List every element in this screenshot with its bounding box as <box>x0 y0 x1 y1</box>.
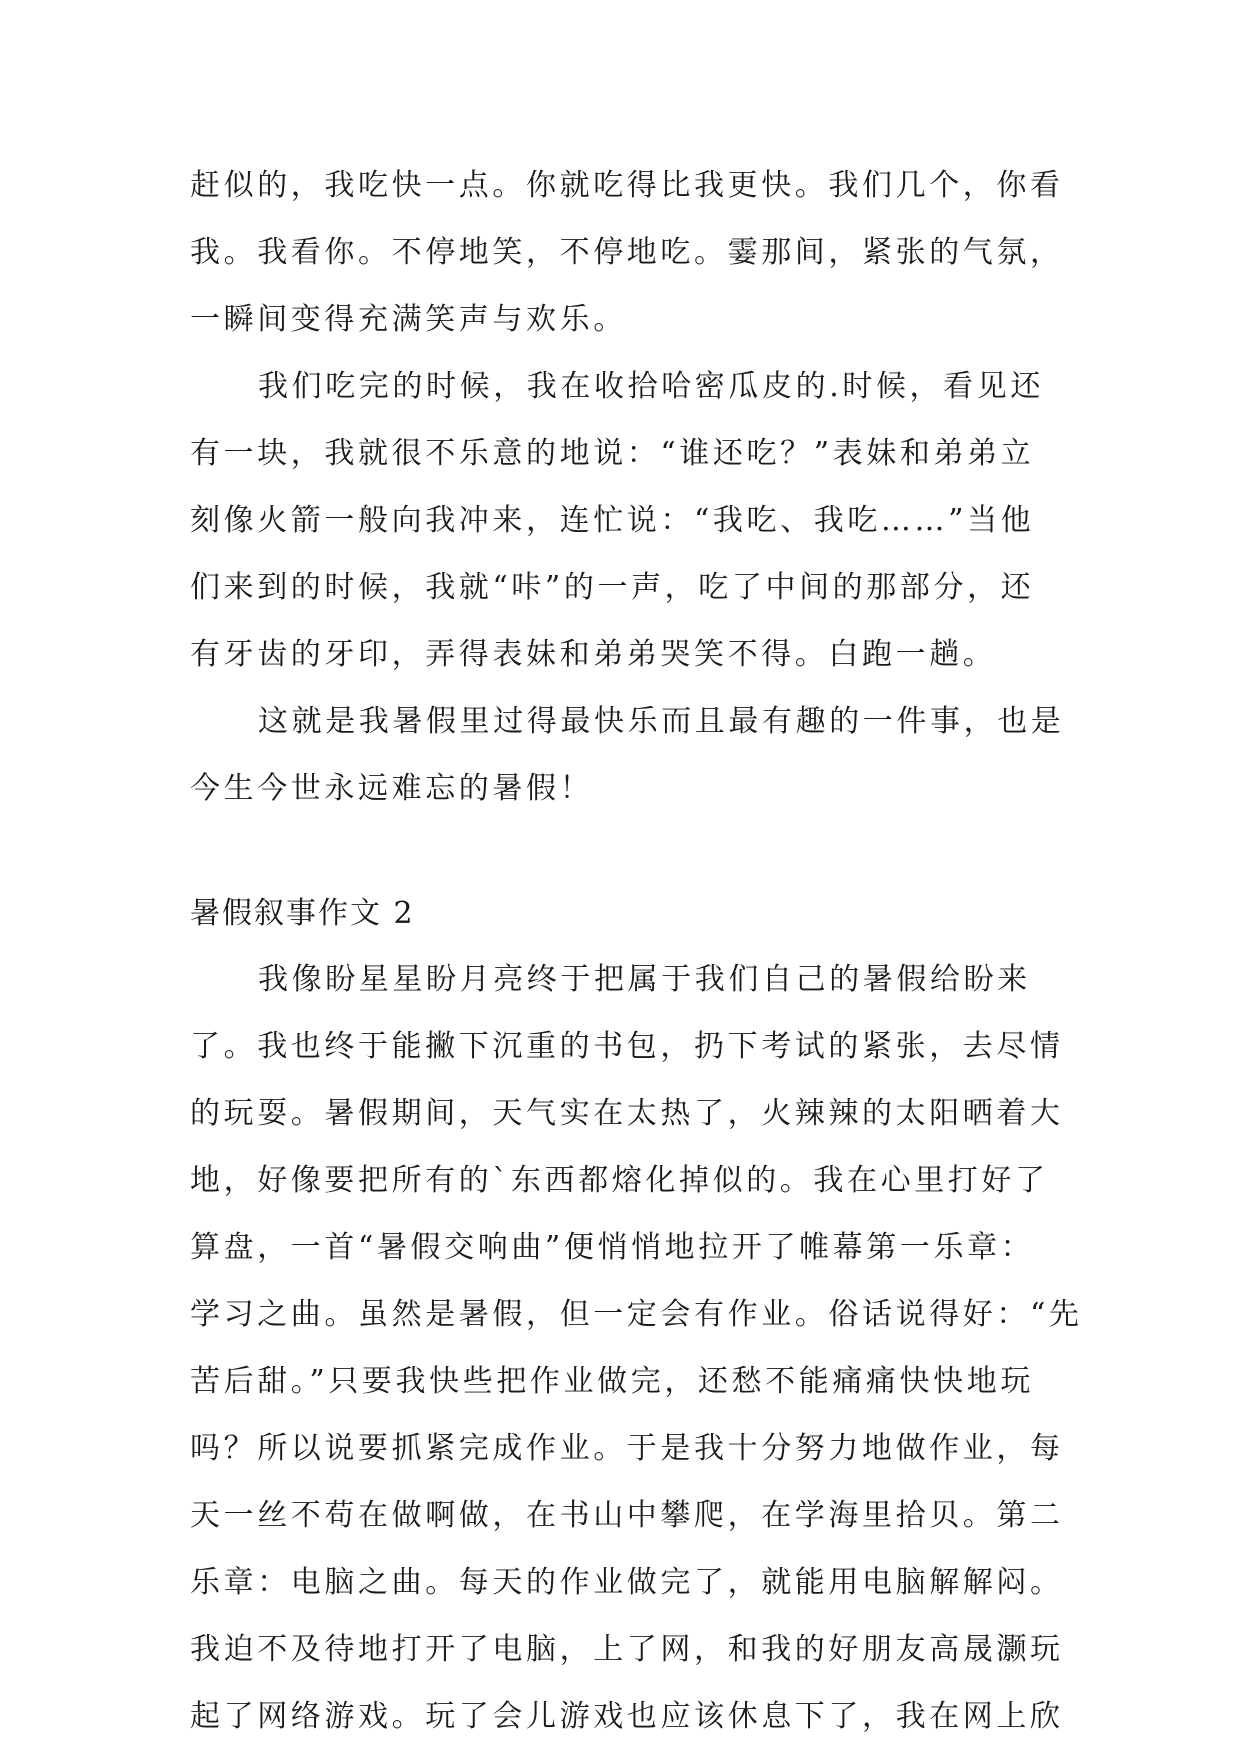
text-line: 天一丝不苟在做啊做，在书山中攀爬，在学海里拾贝。第二 <box>190 1498 1064 1533</box>
text-line: 吗？所以说要抓紧完成作业。于是我十分努力地做作业，每 <box>190 1431 1064 1466</box>
text-line: 刻像火箭一般向我冲来，连忙说：“我吃、我吃……”当他 <box>190 503 1035 538</box>
section-heading <box>190 880 1050 947</box>
text-line: 的玩耍。暑假期间，天气实在太热了，火辣辣的太阳晒着大 <box>190 1096 1064 1131</box>
text-line: 算盘，一首“暑假交响曲”便悄悄地拉开了帷幕第一乐章： <box>190 1230 1035 1265</box>
text-line: 今生今世永远难忘的暑假！ <box>190 771 594 806</box>
text-line: 了。我也终于能撇下沉重的书包，扔下考试的紧张，去尽情 <box>190 1029 1064 1064</box>
text-line: 我们吃完的时候，我在收拾哈密瓜皮的.时候，看见还 <box>258 369 1044 404</box>
text-line: 学习之曲。虽然是暑假，但一定会有作业。俗话说得好：“先 <box>190 1297 1083 1332</box>
paragraph-2 <box>190 353 1050 688</box>
text-line: 起了网络游戏。玩了会儿游戏也应该休息下了，我在网上欣 <box>190 1699 1064 1734</box>
text-line: 我迫不及待地打开了电脑，上了网，和我的好朋友高晟灏玩 <box>190 1632 1064 1667</box>
text-line: 我。我看你。不停地笑，不停地吃。霎那间，紧张的气氛， <box>190 235 1064 270</box>
text-line: 们来到的时候，我就“咔”的一声，吃了中间的那部分，还 <box>190 570 1035 605</box>
text-line: 赶似的，我吃快一点。你就吃得比我更快。我们几个，你看 <box>190 168 1064 203</box>
text-line: 苦后甜。”只要我快些把作业做完，还愁不能痛痛快快地玩 <box>190 1364 1034 1399</box>
paragraph-1 <box>190 152 1064 353</box>
text-line: 地，好像要把所有的`东西都熔化掉似的。我在心里打好了 <box>190 1163 1049 1198</box>
paragraph-4 <box>190 946 1083 1750</box>
heading-text: 暑假叙事作文 2 <box>190 896 415 931</box>
text-line: 这就是我暑假里过得最快乐而且最有趣的一件事，也是 <box>258 704 1065 739</box>
text-line: 乐章：电脑之曲。每天的作业做完了，就能用电脑解解闷。 <box>190 1565 1064 1600</box>
text-line: 有牙齿的牙印，弄得表妹和弟弟哭笑不得。白跑一趟。 <box>190 637 997 672</box>
text-line: 我像盼星星盼月亮终于把属于我们自己的暑假给盼来 <box>258 962 1031 997</box>
text-line: 有一块，我就很不乐意的地说：“谁还吃？”表妹和弟弟立 <box>190 436 1035 471</box>
text-line: 一瞬间变得充满笑声与欢乐。 <box>190 302 627 337</box>
paragraph-3 <box>190 688 1065 822</box>
